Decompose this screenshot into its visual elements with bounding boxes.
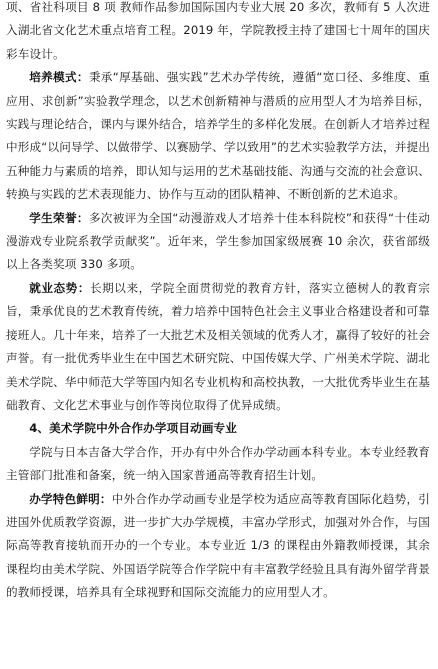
features-text: 中外合作办学动画专业是学校为适应高等教育国际化趋势，引进国外优质教学资源，进一步扩大办学规模，丰富办学形式，加强对外合作，与国际高等教育接轨而开办的一个专业。本专业近 1/3 的课程由外籍教师授课，其余课程均由美术学院、外国语学院等合作学院中有丰富教学经验且具有海外留学背景的教师授课，培养具有全球视野和国际交流能力的应用型人才。: [6, 491, 430, 600]
training-mode-label: 培养模式：: [29, 70, 89, 85]
employment-label: 就业态势：: [29, 280, 90, 295]
employment-paragraph: [6, 277, 430, 417]
training-mode-text: 秉承“厚基础、强实践”艺术办学传统，遵循“宽口径、多维度、重应用、求创新”实验教学理念，以艺术创新精神与潜质的应用型人才为培养目标，实践与理论结合，课内与课外结合，培养学生的多样化发展。在创新人才培养过程中形成“以问导学、以做带学、以赛励学、学以致用”的艺术实验教学方法，并提出五种能力与素质的培养，即认知与运用的艺术基础技能、沟通与交流的社会意识、转换与实践的艺术表现能力、协作与互动的团队精神、不断创新的艺术追求。: [6, 70, 430, 202]
features-label: 办学特色鲜明：: [29, 491, 112, 506]
intro-paragraph: 项、省社科项目 8 项 教师作品参加国际国内专业大展 20 多次，教师有 5 人次进入湖北省文化艺术重点培育工程。2019 年，学院教授主持了建国七十周年的国庆彩车设计。: [6, 0, 430, 61]
features-paragraph: [6, 488, 430, 605]
project-intro-paragraph: 学院与日本吉备大学合作，开办有中外合作办学动画本科专业。本专业经教育主管部门批准和备案，统一纳入国家普通高等教育招生计划。: [6, 444, 430, 483]
student-honors-text: 多次被评为全国“动漫游戏人才培养十佳本科院校”和获得“十佳动漫游戏专业院系教学贡献奖”。近年来，学生参加国家级展赛 10 余次，获省部级以上各类奖项 330 多项。: [6, 210, 430, 272]
section-heading: 4、美术学院中外合作办学项目动画专业: [29, 421, 238, 436]
employment-text: 长期以来，学院全面贯彻党的教育方针，落实立德树人的教育宗旨，秉承优良的艺术教育传统，着力培养中国特色社会主义事业合格建设者和可靠接班人。几十年来，培养了一大批艺术及相关领域的优秀人才，赢得了较好的社会声誉。有一批优秀毕业生在中国艺术研究院、中国传媒大学、广州美术学院、湖北美术学院、华中师范大学等国内知名专业机构和高校执教，一大批优秀毕业生在基础教育、文化艺术事业与创作等岗位取得了优异成绩。: [6, 280, 430, 412]
student-honors-label: 学生荣誉：: [29, 210, 89, 225]
student-honors-paragraph: [6, 207, 430, 277]
training-mode-paragraph: [6, 66, 430, 206]
